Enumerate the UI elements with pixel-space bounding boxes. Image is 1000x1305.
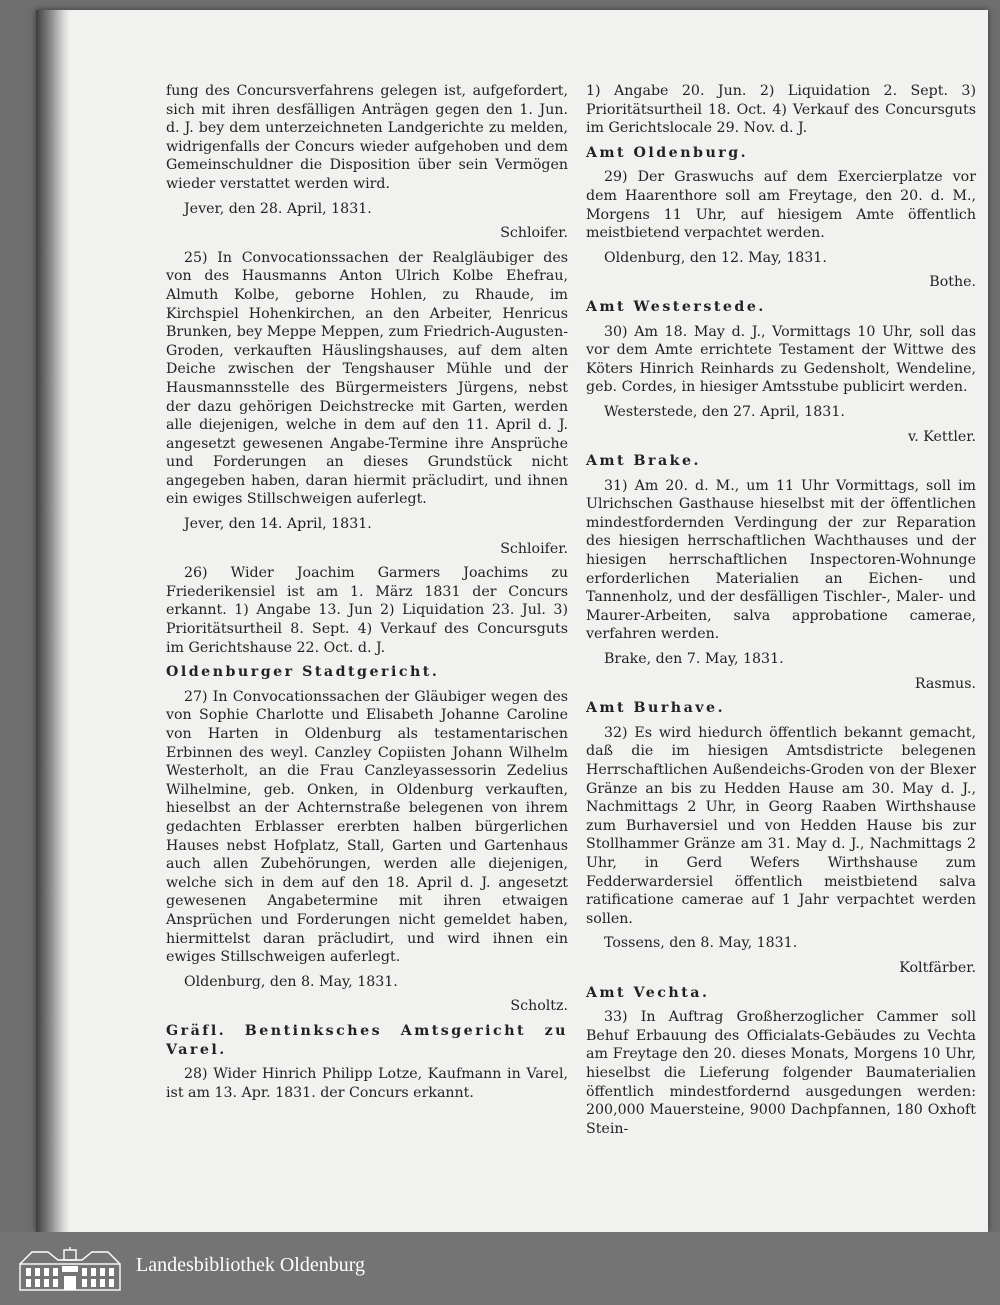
section-heading: Oldenburger Stadtgericht. [166,664,440,681]
page-gutter-shadow [36,10,70,1232]
notice-place-date: Tossens, den 8. May, 1831. [604,935,798,952]
left-text-column [166,82,568,1108]
notice-place-date: Oldenburg, den 8. May, 1831. [184,973,398,990]
notice-place-date: Jever, den 14. April, 1831. [184,516,372,533]
notice-paragraph: 32) Es wird hiedurch öffentlich bekannt gemacht, daß die im hiesigen Amtsdistricte belegenen Herrschaftlichen Außendeichs-Groden von der Blexer Gränze an bis zu Hedden Hause am 30. May d. J., Nachmittags 2 Uhr, in Georg Raaben Wirthshause zum Burhaversiel und von Hedden Hause bis zur Stollhammer Gränze am 31. May d. J., Nachmittags 2 Uhr, in Gerd Wefers Wirthshause zum Fedderwardersiel öffentlich meistbietend salva ratificatione camerae auf 1 Jahr verpachtet werden sollen. [586,724,976,927]
notice-signature: Schloifer. [500,540,568,557]
section-heading: Amt Westerstede. [586,298,766,315]
section-heading: Amt Oldenburg. [586,144,749,161]
library-building-icon [18,1246,122,1292]
section-heading: Gräfl. Bentinksches Amtsgericht zu Varel. [166,1022,568,1058]
library-footer-bar [0,1232,1000,1305]
notice-place-date: Jever, den 28. April, 1831. [184,200,372,217]
notice-signature: Scholtz. [510,998,568,1015]
notice-paragraph: 1) Angabe 20. Jun. 2) Liquidation 2. Sept. 3) Prioritätsurtheil 18. Oct. 4) Verkauf des Concursguts im Gerichtslocale 29. Nov. d. J. [586,83,976,137]
right-text-column [586,82,976,1144]
notice-signature: Schloifer. [500,225,568,242]
notice-signature: v. Kettler. [907,428,976,445]
notice-place-date: Oldenburg, den 12. May, 1831. [604,249,827,266]
notice-paragraph: 30) Am 18. May d. J., Vormittags 10 Uhr, soll das vor dem Amte errichtete Testament der Wittwe des Köters Hinrich Reinhards zu Gedensholt, Wendeline, geb. Cordes, in hiesiger Amtsstube publicirt werden. [586,323,976,396]
notice-paragraph: fung des Concursverfahrens gelegen ist, aufgefordert, sich mit ihren desfälligen Anträgen gegen den 1. Jun. d. J. bey dem unterzeichneten Landgerichte zu melden, widrigenfalls der Concurs wieder aufgehoben und dem Gemeinschuldner die Disposition über sein Vermögen wieder verstattet werden wird. [166,83,568,192]
notice-place-date: Brake, den 7. May, 1831. [604,651,784,668]
notice-place-date: Westerstede, den 27. April, 1831. [604,403,845,420]
notice-paragraph: 29) Der Graswuchs auf dem Exercierplatze vor dem Haarenthore soll am Freytage, den 20. d. M., Morgens 11 Uhr, auf hiesigem Amte öffentlich meistbietend verpachtet werden. [586,169,976,242]
section-heading: Amt Burhave. [586,700,726,717]
notice-signature: Bothe. [929,274,976,291]
notice-paragraph: 33) In Auftrag Großherzoglicher Cammer soll Behuf Erbauung des Officialats-Gebäudes zu Vechta am Freytage den 20. dieses Monats, Morgens 10 Uhr, hieselbst die Lieferung folgender Baumaterialien öffentlich mindestfordernd ausgedungen werden: 200,000 Mauersteine, 9000 Dachpfannen, 180 Oxhoft Stein- [586,1009,976,1137]
notice-paragraph: 26) Wider Joachim Garmers Joachims zu Friederikensiel ist am 1. März 1831 der Concurs erkannt. 1) Angabe 13. Jun 2) Liquidation 23. Jul. 3) Prioritätsurtheil 8. Sept. 4) Verkauf des Concursguts im Gerichtshause 22. Oct. d. J. [166,565,568,656]
notice-signature: Rasmus. [914,675,976,692]
section-heading: Amt Brake. [586,453,701,470]
notice-paragraph: 27) In Convocationssachen der Gläubiger wegen des von Sophie Charlotte und Elisabeth Johanne Caroline von Harten in Oldenburg als testamentarischen Erbinnen des weyl. Canzley Copiisten Johann Wilhelm Westerholt, an die Frau Canzleyassessorin Zedelius Wilhelmine, geb. Onken, in Oldenburg verkauften, hieselbst an der Achternstraße belegenen von ihrem gedachten Erblasser ererbten halben bürgerlichen Hauses nebst Hofplatz, Stall, Garten und Gartenhaus auch allen Zubehörungen, werden alle diejenigen, welche sich in dem auf den 18. April d. J. angesetzt gewesenen Angabetermine mit ihren etwaigen Ansprüchen und Forderungen nicht gemeldet haben, hiermittelst daran präcludirt, und wird ihnen ein ewiges Stillschweigen auferlegt. [166,688,568,966]
section-heading: Amt Vechta. [586,984,710,1001]
notice-paragraph: 31) Am 20. d. M., um 11 Uhr Vormittags, soll im Ulrichschen Gasthause hieselbst mit der öffentlichen mindestfordernden Verdingung der zur Reparation des hiesigen herrschaftlichen Wachthauses und der hiesigen herrschaftlichen Inspectoren-Wohnunge erforderlichen Materialien an Eichen- und Tannenholz, und der desfälligen Tischler-, Maler- und Maurer-Arbeiten, salva approbatione camerae, verfahren werden. [586,477,976,643]
scanned-page [36,10,988,1232]
library-name: Landesbibliothek Oldenburg [136,1254,366,1276]
notice-paragraph: 28) Wider Hinrich Philipp Lotze, Kaufmann in Varel, ist am 13. Apr. 1831. der Concurs erkannt. [166,1066,568,1101]
notice-paragraph: 25) In Convocationssachen der Realgläubiger des von des Hausmanns Anton Ulrich Kolbe Ehefrau, Almuth Kolbe, geborne Hohlen, zu Rhaude, im Kirchspiel Hohenkirchen, an den Arbeiter, Henricus Brunken, bey Meppe Meppen, zum Friedrich-Augusten-Groden, verkauften Häuslingshauses, auf dem alten Deiche zwischen der Tengshauser Mühle und der Hausmannsstelle des Bürgermeisters Jürgens, nebst der dazu gehörigen Deichstrecke mit Garten, werden alle diejenigen, welche in dem auf den 11. April d. J. angesetzt gewesenen Angabe-Termine ihre Ansprüche und Forderungen an dieses Grundstück nicht angegeben haben, daran hiermit präcludirt, und ihnen ein ewiges Stillschweigen auferlegt. [166,249,568,508]
notice-signature: Koltfärber. [899,959,976,976]
